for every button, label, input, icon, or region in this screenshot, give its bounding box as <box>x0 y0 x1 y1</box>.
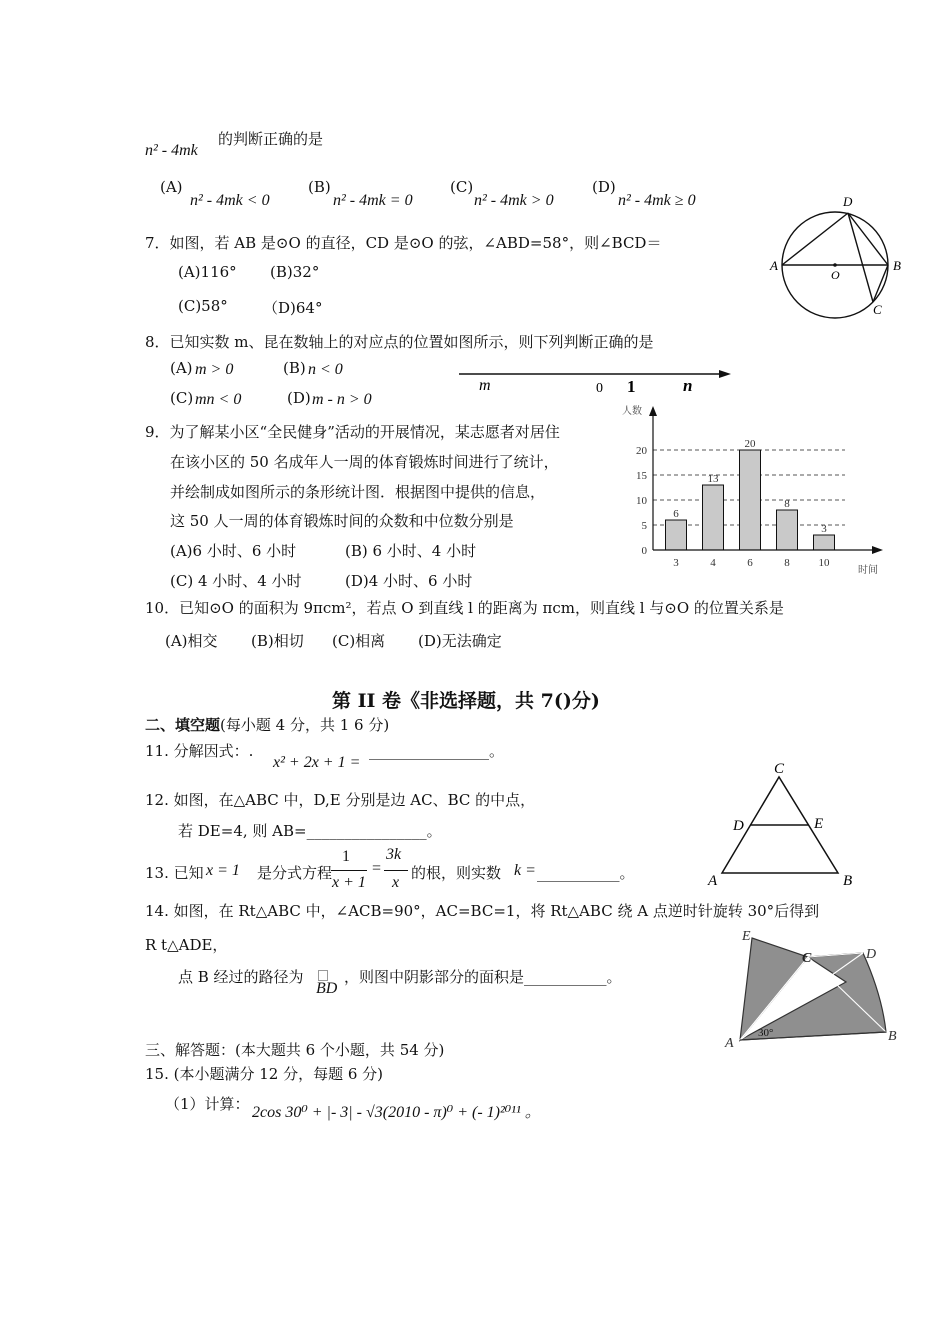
q9-bar-chart <box>620 400 890 582</box>
q13-pre: 13. 已知 <box>145 864 204 882</box>
bar-4 <box>703 485 724 550</box>
q15-expr: 2cos 30⁰ + |- 3| - √3(2010 - π)⁰ + (- 1)²⁰¹¹ 。 <box>252 1104 541 1121</box>
q7-option-c: (C)58° <box>178 297 228 315</box>
q12-triangle-figure <box>700 757 865 892</box>
y-tick-label: 0 <box>641 545 647 557</box>
q14-line-3a: 点 B 经过的路径为 <box>178 968 304 986</box>
q8-option-d-expr: m - n > 0 <box>312 391 372 408</box>
label-o: O <box>831 268 840 282</box>
q6-option-b-label: (B) <box>308 178 331 196</box>
center-dot <box>833 263 837 267</box>
q8-number-line <box>455 362 735 398</box>
y-tick-label: 5 <box>641 520 647 532</box>
q9-option-d: (D)4 小时、6 小时 <box>345 572 473 590</box>
q13-frac2-bar <box>384 870 408 871</box>
x-tick-label-6: 6 <box>747 557 753 569</box>
label-d: D <box>733 818 744 834</box>
q11-text: 11. 分解因式：. <box>145 742 254 760</box>
chord-bc <box>873 265 888 302</box>
y-tick-label: 10 <box>636 495 647 507</box>
label-c: C <box>873 302 882 317</box>
q9-option-b: (B) 6 小时、4 小时 <box>345 542 477 560</box>
y-tick-label: 20 <box>636 445 647 457</box>
q6-option-b-expr: n² - 4mk = 0 <box>333 192 413 209</box>
q8-option-c-label: (C) <box>170 389 194 407</box>
q10-option-a: (A)相交 <box>165 632 218 650</box>
q7-text: 7．如图，若 AB 是⊙O 的直径，CD 是⊙O 的弦，∠ABD=58°，则∠BCD＝ <box>145 234 662 252</box>
q14-line-2: R t△ADE， <box>145 936 228 954</box>
q9-line-4: 这 50 人一周的体育锻炼时间的众数和中位数分别是 <box>170 512 514 530</box>
q14-line-1: 14. 如图，在 Rt△ABC 中，∠ACB=90°，AC=BC=1，将 Rt△ABC 绕 A 点逆时针旋转 30°后得到 <box>145 902 820 920</box>
bar-6 <box>740 450 761 550</box>
data-label-8: 8 <box>784 498 790 510</box>
q13-eq: = <box>372 860 382 877</box>
nl-label-n: n <box>683 376 693 395</box>
q14-line-3b: ，则图中阴影部分的面积是___________。 <box>344 968 622 986</box>
q13-frac1-den: x + 1 <box>332 874 366 891</box>
q9-option-c: (C) 4 小时、4 小时 <box>170 572 302 590</box>
section-2-heading-note: (每小题 4 分，共 1 6 分) <box>220 716 390 734</box>
data-label-3: 6 <box>673 508 679 520</box>
chord-dc <box>848 213 873 302</box>
nl-label-m: m <box>479 377 491 394</box>
label-b: B <box>843 873 853 889</box>
q7-circle-figure <box>760 185 920 320</box>
q11-expr: x² + 2x + 1 = <box>273 754 361 771</box>
q8-text: 8．已知实数 m、昆在数轴上的对应点的位置如图所示，则下列判断正确的是 <box>145 333 654 351</box>
q13-k: k = <box>514 862 536 879</box>
q8-option-a-label: (A) <box>170 359 193 377</box>
section-2-heading-row <box>145 714 389 735</box>
q8-option-d-label: (D) <box>287 389 311 407</box>
data-label-6: 20 <box>744 438 756 450</box>
q6-option-d-expr: n² - 4mk ≥ 0 <box>618 192 696 209</box>
q9-line-2: 在该小区的 50 名成年人一周的体育锻炼时间进行了统计， <box>170 453 559 471</box>
y-tick-label: 15 <box>636 470 647 482</box>
q8-option-b-label: (B) <box>283 359 306 377</box>
q7-option-d: （D)64° <box>263 299 323 317</box>
label-b: B <box>888 1029 897 1044</box>
q6-expr: n² - 4mk <box>145 142 198 159</box>
q9-line-1: 9．为了解某小区“全民健身”活动的开展情况，某志愿者对居住 <box>145 423 560 441</box>
q8-option-c-expr: mn < 0 <box>195 391 242 408</box>
label-b: B <box>893 258 901 273</box>
section-2-heading: 二、填空题 <box>145 716 221 734</box>
y-axis-title: 人数 <box>622 406 642 417</box>
q10-text: 10．已知⊙O 的面积为 9πcm²，若点 O 到直线 l 的距离为 πcm，则直线 l 与⊙O 的位置关系是 <box>145 599 784 617</box>
number-line-arrow <box>719 370 731 378</box>
q10-option-b: (B)相切 <box>251 632 304 650</box>
q12-line-2: 若 DE=4, 则 AB=________________。 <box>178 822 442 840</box>
label-a: A <box>708 873 718 889</box>
q8-option-a-expr: m > 0 <box>195 361 234 378</box>
q13-frac2-num: 3k <box>386 846 402 863</box>
label-e: E <box>742 929 751 944</box>
q15-heading: 15. (本小题满分 12 分，每题 6 分) <box>145 1065 384 1083</box>
x-tick-label-10: 10 <box>818 557 830 569</box>
q11-blank: ________________。 <box>369 742 505 760</box>
q13-blank: ___________。 <box>537 864 635 882</box>
bar-3 <box>666 520 687 550</box>
label-e: E <box>814 816 824 832</box>
q6-stem: 的判断正确的是 <box>218 130 324 148</box>
q9-option-a: (A)6 小时、6 小时 <box>170 542 297 560</box>
q7-option-b: (B)32° <box>270 263 320 281</box>
chord-bd <box>848 213 888 265</box>
data-label-10: 3 <box>821 523 827 535</box>
q6-option-a-label: (A) <box>160 178 183 196</box>
label-d: D <box>843 194 853 209</box>
bar-10 <box>814 535 835 550</box>
q14-arc: BD <box>316 980 338 997</box>
y-axis-arrow <box>649 406 657 416</box>
label-a: A <box>725 1036 734 1051</box>
x-axis-title: 时间 <box>858 565 878 576</box>
section-2-title: 第 II 卷《非选择题，共 7()分) <box>332 690 600 712</box>
x-tick-label-8: 8 <box>784 557 790 569</box>
q13-frac1-bar <box>331 870 367 871</box>
bar-8 <box>777 510 798 550</box>
nl-label-one: 1 <box>627 377 636 396</box>
angle-label: 30° <box>758 1027 774 1039</box>
q6-option-c-expr: n² - 4mk > 0 <box>474 192 554 209</box>
q14-rotation-figure <box>722 920 902 1058</box>
q15-part1-label: （1）计算： <box>165 1095 250 1113</box>
q13-post: 的根，则实数 <box>411 864 502 882</box>
q6-option-a-expr: n² - 4mk < 0 <box>190 192 270 209</box>
x-tick-label-3: 3 <box>673 557 679 569</box>
section-3-title: 三、解答题：(本大题共 6 个小题，共 54 分) <box>145 1041 445 1059</box>
data-label-4: 13 <box>707 473 719 485</box>
q7-option-a: (A)116° <box>178 263 237 281</box>
q6-option-d-label: (D) <box>592 178 616 196</box>
q13-frac2-den: x <box>392 874 400 891</box>
label-c: C <box>802 951 812 966</box>
label-d: D <box>866 947 877 962</box>
q6-option-c-label: (C) <box>450 178 474 196</box>
q10-option-c: (C)相离 <box>332 632 386 650</box>
q13-frac1-num: 1 <box>342 848 350 865</box>
chord-ad <box>782 213 848 265</box>
x-tick-label-4: 4 <box>710 557 716 569</box>
q12-line-1: 12. 如图，在△ABC 中，D,E 分别是边 AC、BC 的中点， <box>145 791 536 809</box>
q13-mid: 是分式方程 <box>257 864 333 882</box>
nl-label-zero: 0 <box>596 381 603 396</box>
label-a: A <box>770 258 778 273</box>
q9-line-3: 并绘制成如图所示的条形统计图．根据图中提供的信息， <box>170 483 546 501</box>
x-axis-arrow <box>872 546 883 554</box>
label-c: C <box>774 761 785 777</box>
q10-option-d: (D)无法确定 <box>418 632 502 650</box>
q13-cond: x = 1 <box>206 862 240 879</box>
q8-option-b-expr: n < 0 <box>308 361 343 378</box>
